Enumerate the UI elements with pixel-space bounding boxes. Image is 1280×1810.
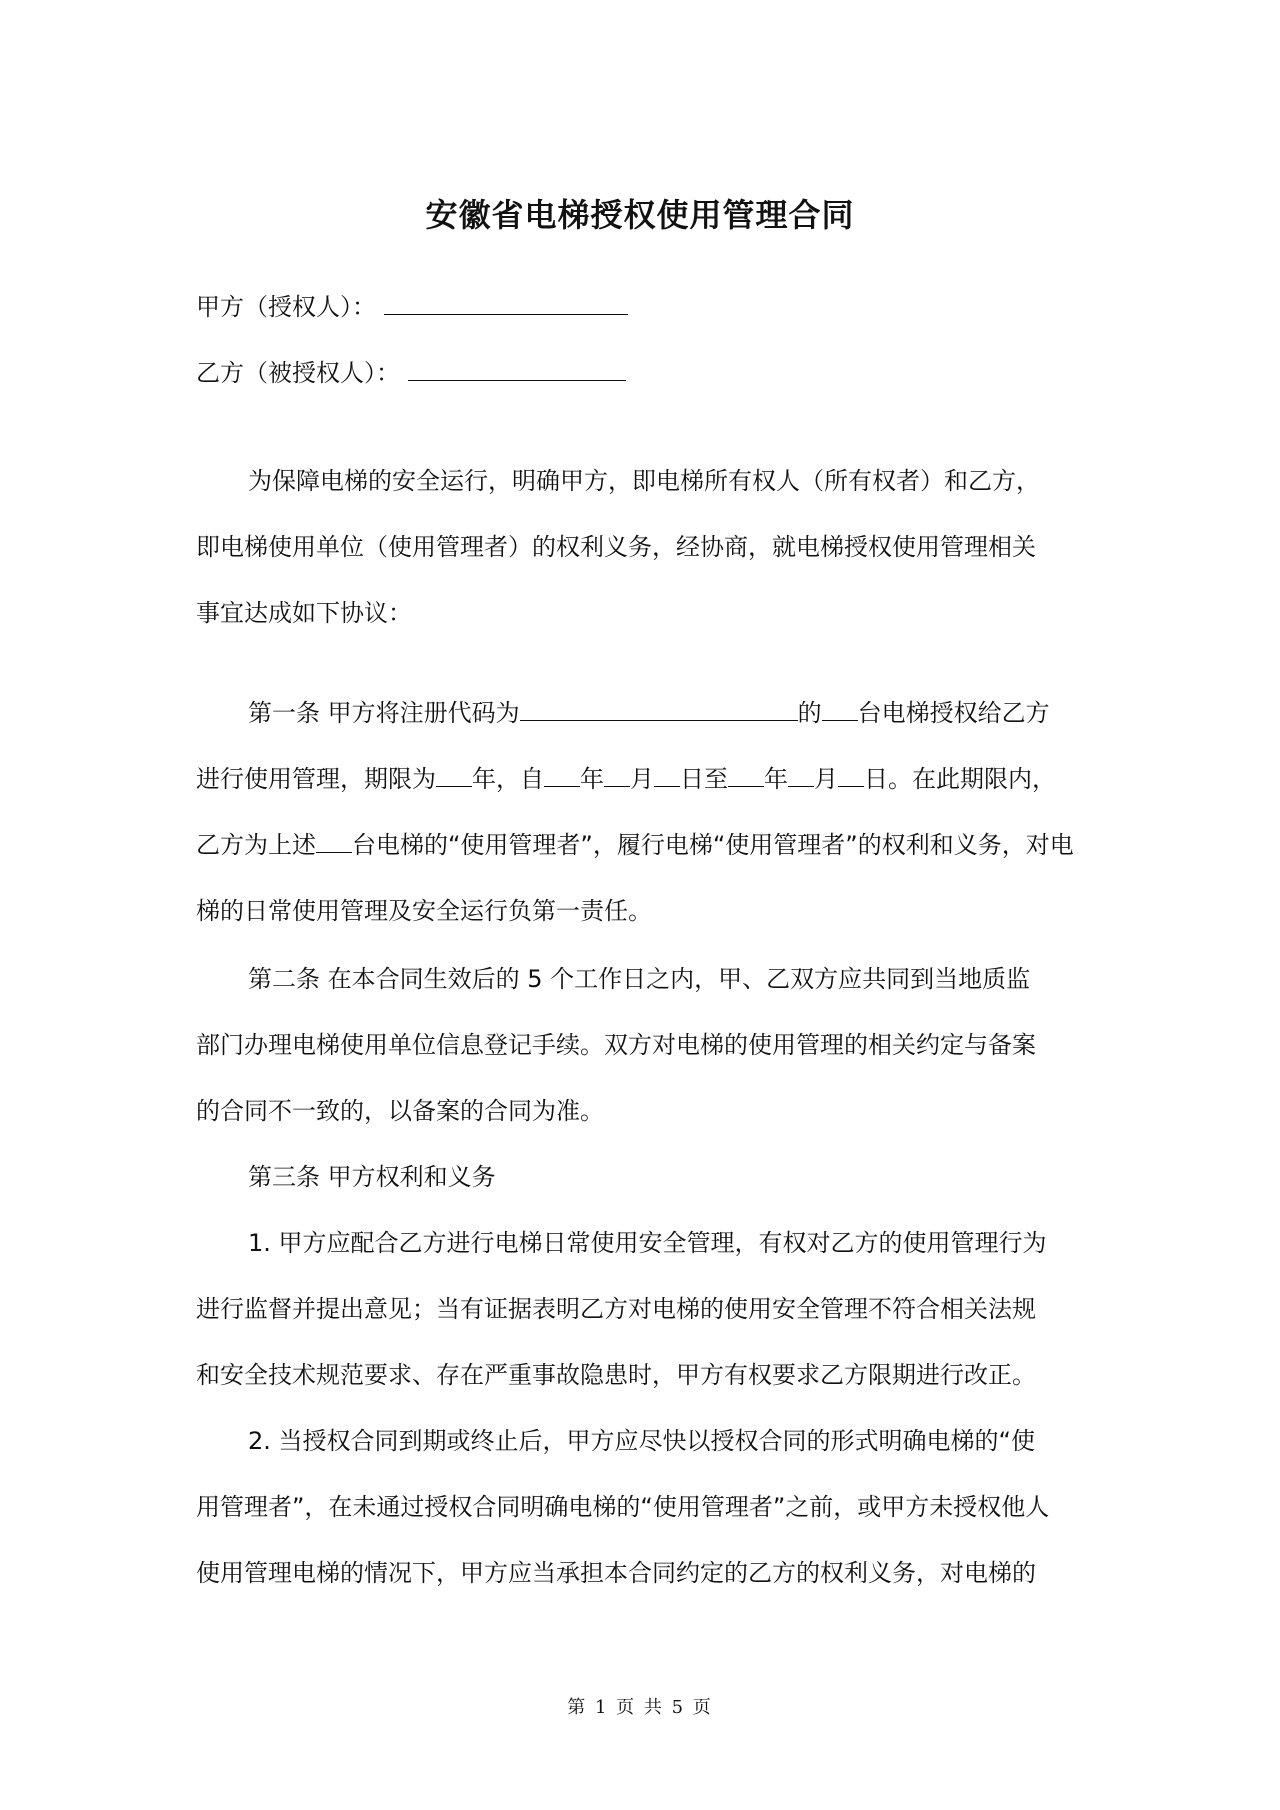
term-years-blank [436,764,472,787]
article-1-text: 台电梯的“使用管理者”，履行电梯“使用管理者”的权利和义务，对电 [352,831,1074,859]
register-code-blank [520,698,798,721]
end-month-blank [788,764,814,787]
item-2-line: 使用管理电梯的情况下，甲方应当承担本合同约定的乙方的权利义务，对电梯的 [196,1559,1036,1587]
item-1-line: 1. 甲方应配合乙方进行电梯日常使用安全管理，有权对乙方的使用管理行为 [248,1229,1047,1257]
item-1-line: 和安全技术规范要求、存在严重事故隐患时，甲方有权要求乙方限期进行改正。 [196,1361,1036,1389]
article-1-text: 日。在此期限内， [864,765,1056,793]
article-1-line-1 [196,680,1116,746]
elevator-count-blank [822,698,858,721]
end-day-blank [838,764,864,787]
intro-paragraph [196,448,1116,646]
article-1-text: 台电梯授权给乙方 [857,699,1050,727]
article-1 [196,680,1116,944]
article-1-text: 年 [580,765,604,793]
article-3-heading-text: 第三条 甲方权利和义务 [248,1163,496,1191]
article-2-line: 的合同不一致的，以备案的合同为准。 [196,1097,604,1125]
item-2-line: 2. 当授权合同到期或终止后，甲方应尽快以授权合同的形式明确电梯的“使 [248,1427,1035,1455]
article-2 [196,946,1116,1144]
article-1-line-4: 梯的日常使用管理及安全运行负第一责任。 [196,897,652,925]
article-1-text: 年，自 [472,765,544,793]
party-b-blank [408,356,626,381]
start-month-blank [604,764,630,787]
article-1-text: 年 [764,765,788,793]
article-2-line: 部门办理电梯使用单位信息登记手续。双方对电梯的使用管理的相关约定与备案 [196,1031,1036,1059]
item-2-line: 用管理者”，在未通过授权合同明确电梯的“使用管理者”之前，或甲方未授权他人 [196,1493,1050,1521]
elevator-count-blank-2 [316,830,352,853]
party-b-label: 乙方（被授权人）： [196,359,400,387]
article-1-line-3 [196,812,1116,878]
item-1-line: 进行监督并提出意见；当有证据表明乙方对电梯的使用安全管理不符合相关法规 [196,1295,1036,1323]
article-3-item-1 [196,1210,1116,1408]
article-1-text: 第一条 甲方将注册代码为 [248,699,520,727]
article-1-text: 月 [630,765,654,793]
article-1-text: 进行使用管理，期限为 [196,765,436,793]
article-3-item-2 [196,1408,1116,1606]
article-1-text: 月 [814,765,838,793]
document-title: 安徽省电梯授权使用管理合同 [425,196,855,234]
article-2-line: 第二条 在本合同生效后的 5 个工作日之内，甲、乙双方应共同到当地质监 [248,965,1031,993]
party-a-line [196,290,628,324]
start-year-blank [544,764,580,787]
article-1-text: 的 [797,699,822,727]
article-1-line-2 [196,746,1116,812]
party-b-line [196,356,626,390]
intro-line: 为保障电梯的安全运行，明确甲方，即电梯所有权人（所有权者）和乙方， [248,467,1040,495]
article-1-text: 乙方为上述 [196,831,316,859]
article-3-heading [196,1144,1116,1210]
intro-line: 事宜达成如下协议： [196,599,412,627]
end-year-blank [728,764,764,787]
party-a-label: 甲方（授权人）： [196,293,376,321]
page-number-footer: 第 1 页 共 5 页 [567,1697,713,1718]
intro-line: 即电梯使用单位（使用管理者）的权利义务，经协商，就电梯授权使用管理相关 [196,533,1036,561]
start-day-blank [654,764,680,787]
party-a-blank [384,290,628,315]
article-1-text: 日至 [680,765,728,793]
